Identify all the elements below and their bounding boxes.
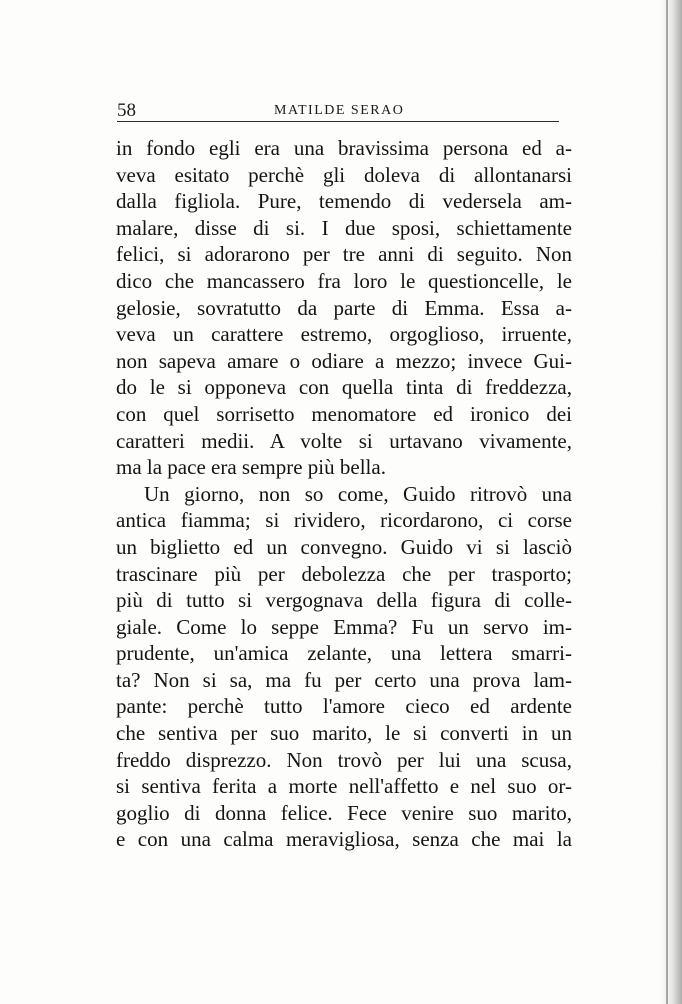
- text-line: Un giorno, non so come, Guido ritrovò una: [144, 481, 572, 506]
- text-line: con quel sorrisetto menomatore ed ironico dei: [116, 401, 572, 426]
- text-line: felici, si adorarono per tre anni di seguito. Non: [116, 242, 572, 267]
- text-line: gelosie, sovratutto da parte di Emma. Essa a-: [116, 295, 572, 320]
- text-line: trascinare più per debolezza che per trasporto;: [116, 561, 572, 586]
- text-line: antica fiamma; si rividero, ricordarono, ci corse: [116, 508, 572, 533]
- text-line: veva un carattere estremo, orgoglioso, irruente,: [116, 322, 572, 347]
- text-line: giale. Come lo seppe Emma? Fu un servo im-: [116, 614, 572, 639]
- text-line: pante: perchè tutto l'amore cieco ed ardente: [116, 694, 572, 719]
- text-line: e con una calma meravigliosa, senza che mai la: [116, 827, 572, 852]
- text-line: goglio di donna felice. Fece venire suo marito,: [116, 800, 572, 825]
- text-line: ma la pace era sempre più bella.: [116, 455, 386, 480]
- text-line: un biglietto ed un convegno. Guido vi si lasciò: [116, 534, 572, 559]
- body-text: [116, 135, 572, 853]
- text-line: dalla figliola. Pure, temendo di vedersela am-: [116, 189, 572, 214]
- text-line: freddo disprezzo. Non trovò per lui una scusa,: [116, 747, 572, 772]
- text-line: malare, disse di si. I due sposi, schiettamente: [116, 215, 572, 240]
- text-line: che sentiva per suo marito, le si converti in un: [116, 721, 572, 746]
- text-line: caratteri medii. A volte si urtavano vivamente,: [116, 428, 572, 453]
- text-line: prudente, un'amica zelante, una lettera smarri-: [116, 641, 572, 666]
- header-rule: [117, 121, 559, 122]
- text-line: si sentiva ferita a morte nell'affetto e nel suo or-: [116, 774, 572, 799]
- page-number: 58: [117, 100, 136, 121]
- text-line: veva esitato perchè gli doleva di allontanarsi: [116, 162, 572, 187]
- text-line: in fondo egli era una bravissima persona ed a-: [116, 136, 572, 160]
- text-line: do le si opponeva con quella tinta di freddezza,: [116, 375, 572, 400]
- page-header: [117, 100, 559, 122]
- running-head: MATILDE SERAO: [274, 103, 405, 118]
- page-edge-shadow: [660, 0, 682, 1004]
- text-line: non sapeva amare o odiare a mezzo; invece Gui-: [116, 348, 572, 373]
- text-line: ta? Non si sa, ma fu per certo una prova lam-: [116, 667, 572, 692]
- text-line: dico che mancassero fra loro le questioncelle, le: [116, 268, 572, 293]
- page-edge-line: [666, 0, 668, 1004]
- text-line: più di tutto si vergognava della figura di colle-: [116, 588, 572, 613]
